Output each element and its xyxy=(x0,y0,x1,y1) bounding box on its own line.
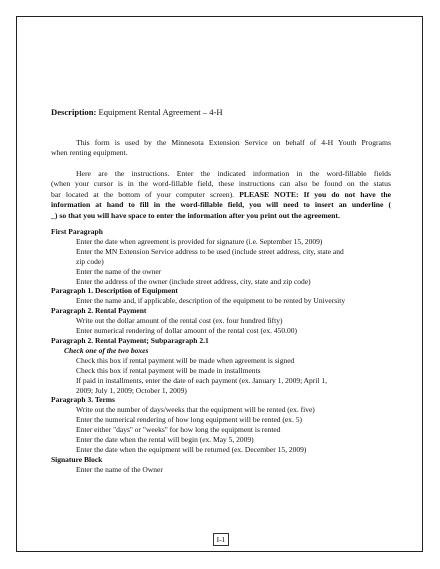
signature-block-heading: Signature Block xyxy=(51,454,103,464)
list-item: Write out the dollar amount of the rental cost (ex. four hundred fifty) xyxy=(76,316,283,326)
instructions-line-3-normal: bar located at the bottom of your computer screen). xyxy=(51,189,235,199)
paragraph-1-heading: Paragraph 1. Description of Equipment xyxy=(51,286,178,296)
description-label: Description: xyxy=(51,107,97,117)
instructions-paragraph xyxy=(51,169,391,221)
instructions-line-4: information at hand to fill in the word-fillable field, you will need to insert an underline ( xyxy=(51,200,391,210)
list-item: Check this box if rental payment will be made in installments xyxy=(76,365,261,375)
list-item: Enter the MN Extension Service address to be used (include street address, city, state and xyxy=(76,246,344,256)
list-item: Enter the date when agreement is provided for signature (i.e. September 15, 2009) xyxy=(76,236,323,246)
list-item: Enter numerical rendering of dollar amount of the rental cost (ex. 450.00) xyxy=(76,326,297,336)
list-item: Enter either "days" or "weeks" for how long the equipment is rented xyxy=(76,425,281,435)
description-title: Equipment Rental Agreement – 4-H xyxy=(98,107,223,117)
intro-line-2: when renting equipment. xyxy=(51,148,128,158)
instructions-line-5: _) so that you will have space to enter the information after you print out the agreement. xyxy=(51,210,340,220)
list-item: Enter the date when the equipment will be returned (ex. December 15, 2009) xyxy=(76,444,307,454)
intro-line-1: This form is used by the Minnesota Extension Service on behalf of 4-H Youth Programs xyxy=(76,138,391,147)
instructions-line-1: Here are the instructions. Enter the indicated information in the word-fillable fields xyxy=(76,169,391,178)
list-item: Enter the date when the rental will begin (ex. May 5, 2009) xyxy=(76,435,254,445)
instructions-line-3 xyxy=(51,190,391,200)
list-item: Enter the name and, if applicable, description of the equipment to be rented by University xyxy=(76,296,346,306)
list-item: Enter the numerical rendering of how long equipment will be rented (ex. 5) xyxy=(76,415,302,425)
paragraph-2-1-heading: Paragraph 2. Rental Payment; Subparagraph 2.1 xyxy=(51,335,209,345)
list-item: Enter the name of the Owner xyxy=(76,464,163,474)
paragraph-3-heading: Paragraph 3. Terms xyxy=(51,395,115,405)
list-item: Check this box if rental payment will be made when agreement is signed xyxy=(76,355,295,365)
page-number: I-1 xyxy=(213,533,229,546)
instructions-line-3-bold: PLEASE NOTE: If you do not have the xyxy=(239,189,392,199)
description-line xyxy=(51,107,223,117)
list-item: Enter the name of the owner xyxy=(76,266,162,276)
list-item: Enter the address of the owner (include street address, city, state and zip code) xyxy=(76,276,311,286)
intro-paragraph xyxy=(51,138,391,159)
instructions-line-2: (when your cursor is in the word-fillable field, these instructions can also be found on the status xyxy=(51,179,391,189)
paragraph-2-heading: Paragraph 2. Rental Payment xyxy=(51,306,147,316)
list-item: zip code) xyxy=(76,256,104,266)
check-boxes-subheading: Check one of the two boxes xyxy=(64,345,149,355)
list-item: Write out the number of days/weeks that the equipment will be rented (ex. five) xyxy=(76,405,315,415)
first-paragraph-heading: First Paragraph xyxy=(51,227,103,236)
list-item: 2009; July 1, 2009; October 1, 2009) xyxy=(76,385,187,395)
instruction-sections xyxy=(51,227,391,475)
list-item: If paid in installments, enter the date of each payment (ex. January 1, 2009; April 1, xyxy=(76,375,327,385)
